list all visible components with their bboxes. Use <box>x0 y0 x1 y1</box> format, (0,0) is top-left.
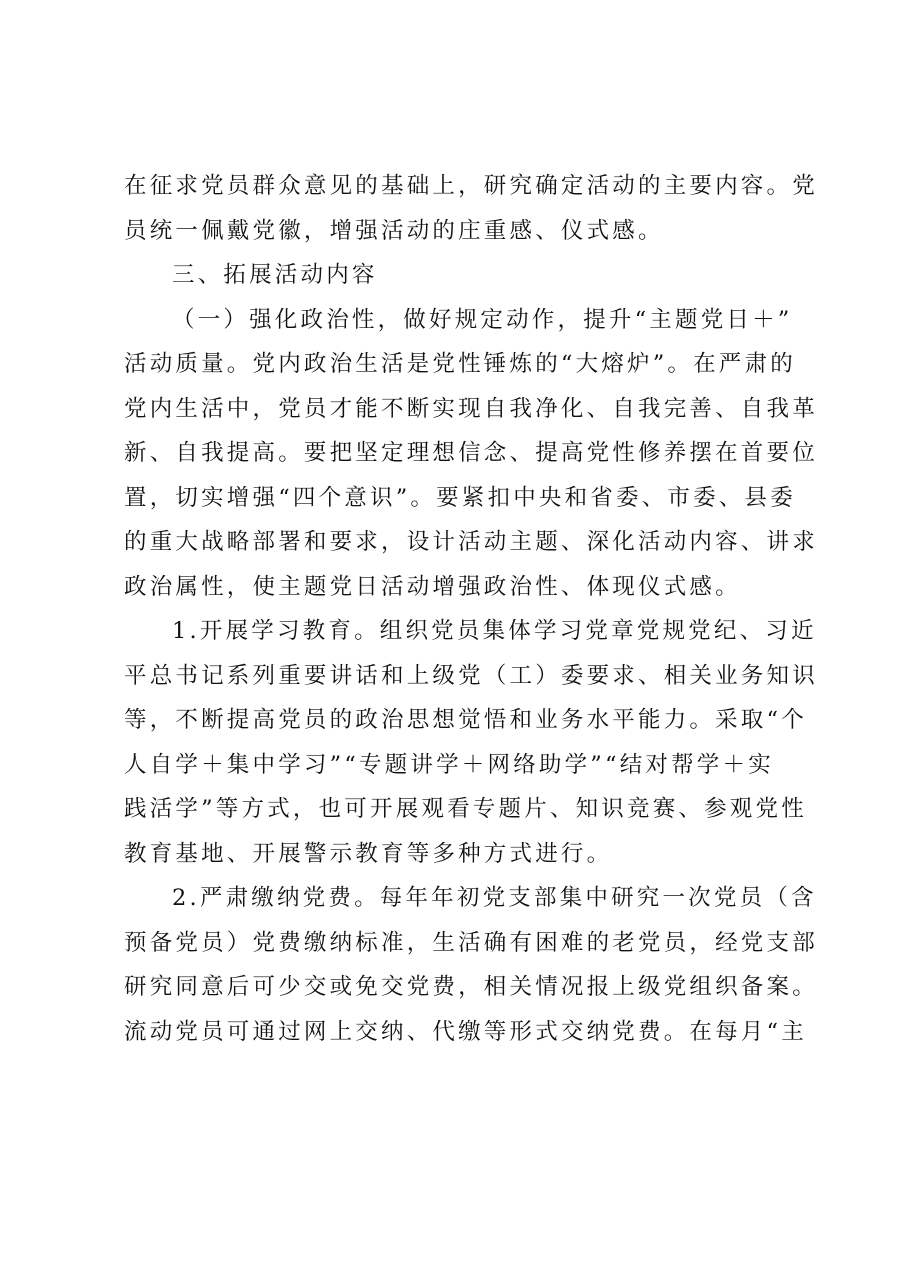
text-line: 等，不断提高党员的政治思想觉悟和业务水平能力。采取“个 <box>124 707 807 733</box>
text-line: 三、拓展活动内容 <box>172 262 378 288</box>
paragraph-political <box>124 298 818 610</box>
text-line: 平总书记系列重要讲话和上级党（工）委要求、相关业务知识 <box>124 662 818 689</box>
text-line: 践活学”等方式，也可开展观看专题片、知识竞赛、参观党性 <box>124 796 807 822</box>
text-line: 党内生活中，党员才能不断实现自我净化、自我完善、自我革 <box>124 395 818 422</box>
document-body <box>124 164 818 1054</box>
text-line: 2.严肃缴纳党费。每年年初党支部集中研究一次党员（含 <box>172 885 817 911</box>
text-line: 政治属性，使主题党日活动增强政治性、体现仪式感。 <box>124 573 741 600</box>
text-line: 1.开展学习教育。组织党员集体学习党章党规党纪、习近 <box>172 618 817 644</box>
paragraph-dues <box>124 876 818 1054</box>
text-line: 预备党员）党费缴纳标准，生活确有困难的老党员，经党支部 <box>124 929 818 956</box>
text-line: 教育基地、开展警示教育等多种方式进行。 <box>124 840 613 867</box>
text-line: 研究同意后可少交或免交党费，相关情况报上级党组织备案。 <box>124 974 818 1000</box>
section-heading <box>124 253 804 298</box>
text-line: （一）强化政治性，做好规定动作，提升“主题党日＋” <box>172 306 793 333</box>
text-line: 人自学＋集中学习”“专题讲学＋网络助学”“结对帮学＋实 <box>124 751 774 778</box>
text-line: 置，切实增强“四个意识”。要紧扣中央和省委、市委、县委 <box>124 484 796 511</box>
text-line: 在征求党员群众意见的基础上，研究确定活动的主要内容。党 <box>124 173 818 199</box>
text-line: 流动党员可通过网上交纳、代缴等形式交纳党费。在每月“主 <box>124 1018 807 1045</box>
text-line: 新、自我提高。要把坚定理想信念、提高党性修养摆在首要位 <box>124 440 818 466</box>
text-line: 活动质量。党内政治生活是党性锤炼的“大熔炉”。在严肃的 <box>124 351 796 377</box>
text-line: 员统一佩戴党徽，增强活动的庄重感、仪式感。 <box>124 217 664 244</box>
paragraph-study <box>124 609 818 876</box>
paragraph-intro <box>124 164 818 253</box>
text-line: 的重大战略部署和要求，设计活动主题、深化活动内容、讲求 <box>124 529 818 555</box>
